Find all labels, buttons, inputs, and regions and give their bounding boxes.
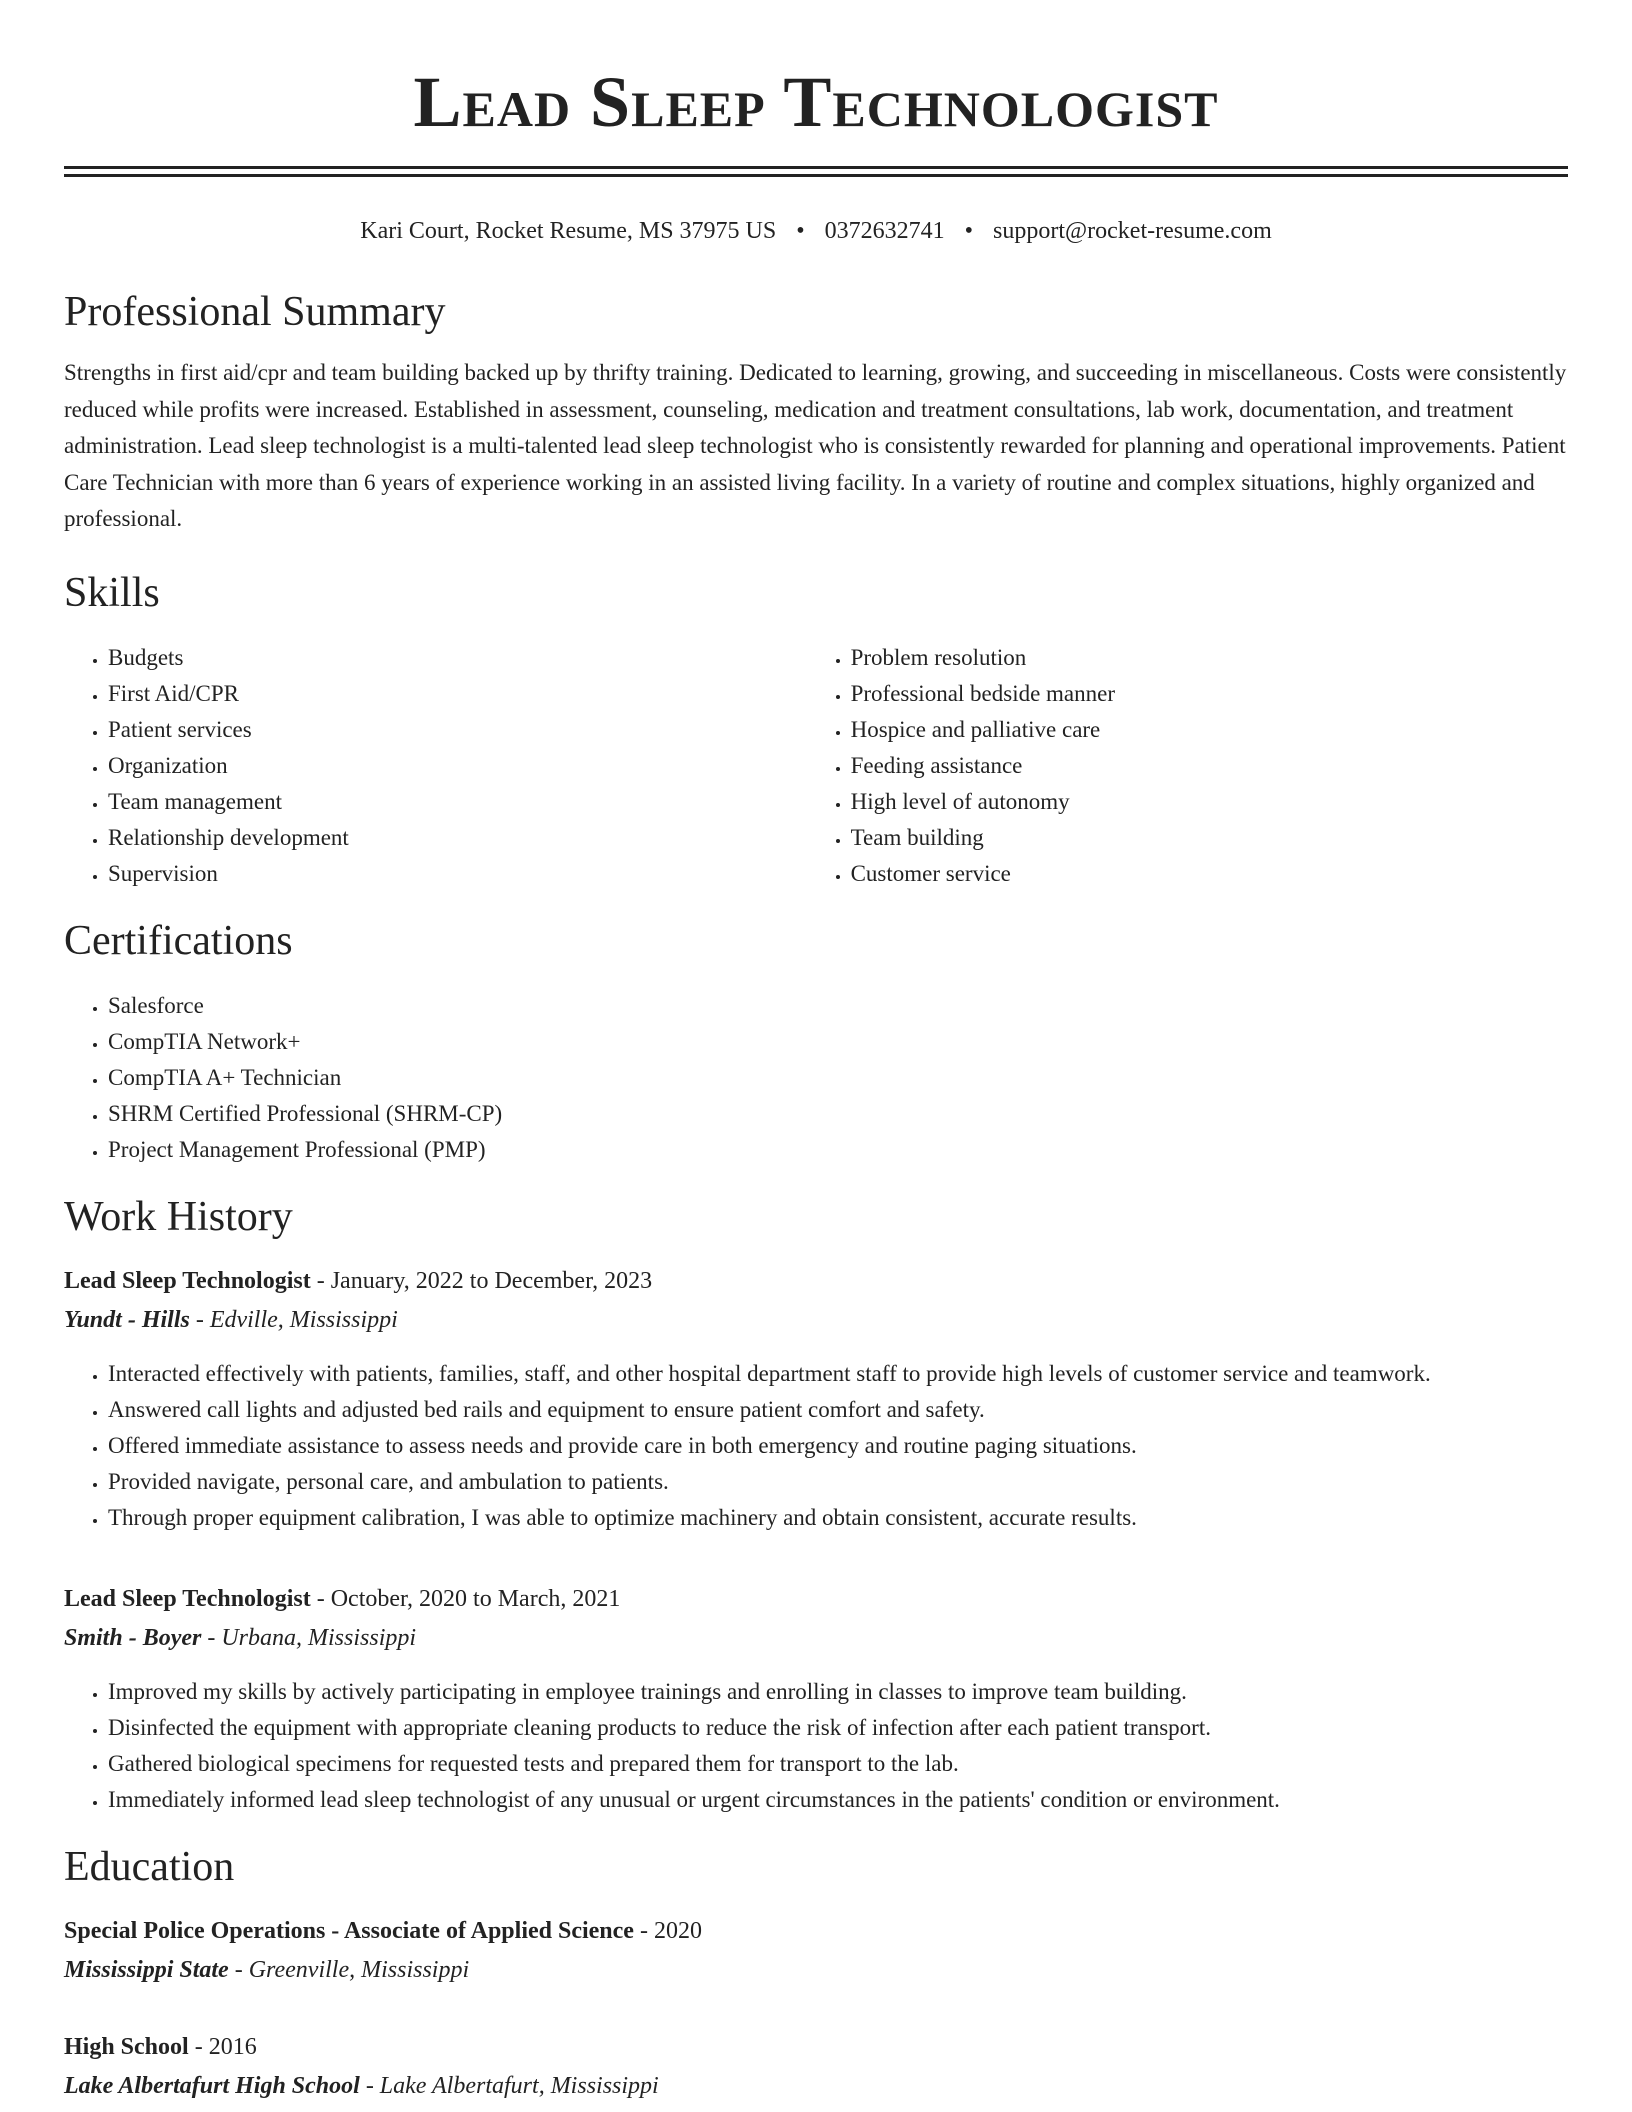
job-bullets (64, 1674, 1568, 1818)
job-title-line (64, 1262, 1568, 1300)
skill-item: • Hospice and palliative care (851, 712, 1568, 748)
contact-email: support@rocket-resume.com (993, 218, 1272, 244)
skill-item: • Supervision (108, 856, 807, 892)
summary-heading: Professional Summary (64, 289, 446, 335)
job-bullet: • Improved my skills by actively participating in employee trainings and enrolling in classes to improve team building. (108, 1674, 1568, 1710)
job-bullet: • Immediately informed lead sleep technologist of any unusual or urgent circumstances in the patients' condition or environment. (108, 1782, 1568, 1818)
skills-columns (64, 640, 1568, 892)
job-bullet: • Through proper equipment calibration, I was able to optimize machinery and obtain consistent, accurate results. (108, 1500, 1568, 1536)
work-history-heading: Work History (64, 1193, 293, 1240)
school-location: - Greenville, Mississippi (228, 1956, 470, 1983)
school-name: Lake Albertafurt High School (64, 2072, 360, 2099)
skill-item: • Budgets (108, 640, 807, 676)
skills-section (64, 568, 1568, 892)
job-title: Lead Sleep Technologist (64, 1585, 311, 1612)
degree-year: - 2020 (633, 1917, 702, 1944)
certification-item: • SHRM Certified Professional (SHRM-CP) (108, 1096, 1568, 1132)
job-bullet: • Provided navigate, personal care, and ambulation to patients. (108, 1464, 1568, 1500)
summary-section (64, 287, 1568, 538)
school-name: Mississippi State (64, 1956, 229, 1983)
employer-location: - Urbana, Mississippi (201, 1624, 417, 1651)
certification-item: • CompTIA Network+ (108, 1024, 1568, 1060)
degree-year: - 2016 (188, 2033, 257, 2060)
contact-address: Kari Court, Rocket Resume, MS 37975 US (360, 218, 777, 244)
skills-list-left (64, 640, 807, 892)
skill-item: • Feeding assistance (851, 748, 1568, 784)
skill-item: • Organization (108, 748, 807, 784)
degree-name: High School (64, 2033, 189, 2060)
school-location: - Lake Albertafurt, Mississippi (359, 2072, 659, 2099)
job-entry (64, 1580, 1568, 1818)
skill-item: • Team management (108, 784, 807, 820)
skill-item: • Team building (851, 820, 1568, 856)
contact-separator: • (796, 218, 805, 244)
job-title: Lead Sleep Technologist (64, 1267, 311, 1294)
job-bullet: • Gathered biological specimens for requested tests and prepared them for transport to the lab. (108, 1746, 1568, 1782)
certifications-heading: Certifications (64, 917, 293, 964)
work-history-section (64, 1192, 1568, 1818)
certifications-list (64, 988, 1568, 1168)
job-bullet: • Interacted effectively with patients, families, staff, and other hospital department staff to provide high levels of customer service and teamwork. (108, 1356, 1568, 1392)
contact-separator: • (964, 218, 974, 244)
skills-list-right (807, 640, 1568, 892)
skills-heading: Skills (64, 569, 160, 616)
job-dates: - October, 2020 to March, 2021 (310, 1585, 621, 1612)
degree-line (64, 2028, 1568, 2066)
employer-line (64, 1300, 1568, 1340)
job-bullet: • Disinfected the equipment with appropriate cleaning products to reduce the risk of infection after each patient transport. (108, 1710, 1568, 1746)
resume-name: Lead Sleep Technologist (413, 62, 1219, 142)
job-title-line (64, 1580, 1568, 1618)
job-bullet: • Offered immediate assistance to assess needs and provide care in both emergency and routine paging situations. (108, 1428, 1568, 1464)
contact-phone: 0372632741 (824, 218, 945, 244)
degree-line (64, 1912, 1568, 1950)
summary-text: Strengths in first aid/cpr and team building backed up by thrifty training. Dedicated to learning, growing, and succeeding in miscellaneous. Costs were consistently reduced while profits were increased. Established in assessment, counseling, medication and treatment consultations, lab work, documentation, and treatment administration. Lead sleep technologist is a multi-talented lead sleep technologist who is consistently rewarded for planning and operational improvements. Patient Care Technician with more than 6 years of experience working in an assisted living facility. In a variety of routine and complex situations, highly organized and professional. (64, 360, 1567, 531)
school-line (64, 2066, 1568, 2106)
education-section (64, 1842, 1568, 2106)
job-bullet: • Answered call lights and adjusted bed rails and equipment to ensure patient comfort and safety. (108, 1392, 1568, 1428)
resume-page (64, 0, 1568, 2106)
job-dates: - January, 2022 to December, 2023 (310, 1267, 653, 1294)
employer-line (64, 1618, 1568, 1658)
skill-item: • High level of autonomy (851, 784, 1568, 820)
certification-item: • Salesforce (108, 988, 1568, 1024)
job-bullets (64, 1356, 1568, 1536)
school-line (64, 1950, 1568, 1990)
skill-item: • Relationship development (108, 820, 807, 856)
certification-item: • CompTIA A+ Technician (108, 1060, 1568, 1096)
education-entry (64, 1912, 1568, 1990)
job-entry (64, 1262, 1568, 1536)
skill-item: • Patient services (108, 712, 807, 748)
employer-name: Yundt - Hills (64, 1306, 190, 1333)
education-entry (64, 2028, 1568, 2106)
skill-item: • Professional bedside manner (851, 676, 1568, 712)
education-heading: Education (64, 1843, 235, 1890)
certification-item: • Project Management Professional (PMP) (108, 1132, 1568, 1168)
contact-line (64, 215, 1568, 247)
skill-item: • Customer service (851, 856, 1568, 892)
header-divider-bottom (64, 174, 1568, 177)
employer-name: Smith - Boyer (64, 1624, 202, 1651)
skill-item: • Problem resolution (851, 640, 1568, 676)
certifications-section (64, 916, 1568, 1168)
degree-name: Special Police Operations - Associate of Applied Science (64, 1917, 634, 1944)
employer-location: - Edville, Mississippi (189, 1306, 398, 1333)
skill-item: • First Aid/CPR (108, 676, 807, 712)
